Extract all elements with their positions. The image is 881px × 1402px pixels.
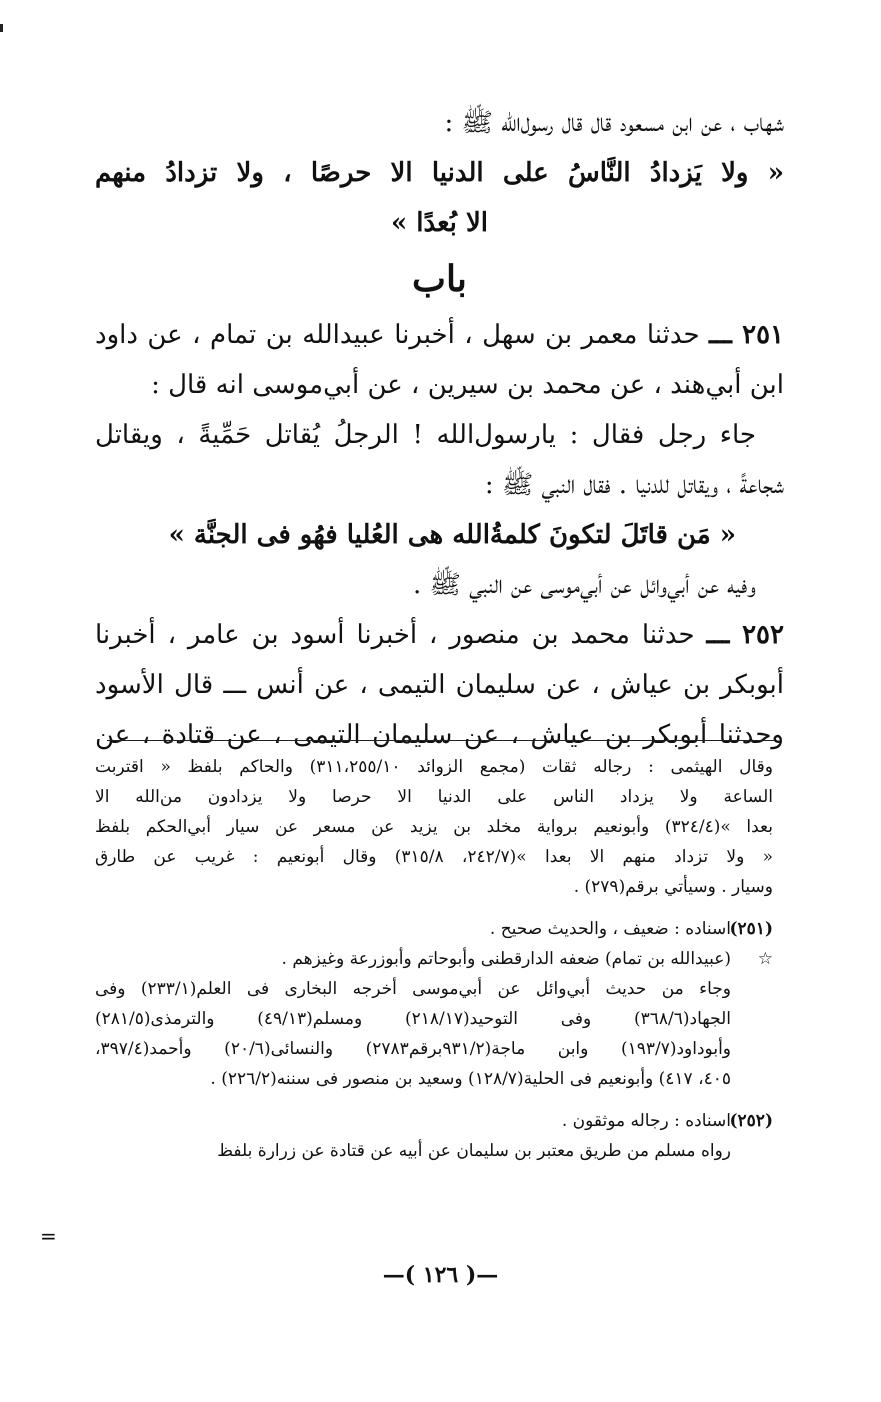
star-icon: ☆: [757, 949, 773, 969]
hadith-quote-line: « ولا يَزدادُ النَّاسُ على الدنيا الا حرصًا ، ولا تزدادُ منهم: [95, 158, 785, 188]
section-heading: باب: [412, 258, 467, 300]
hadith-quote-line: « مَن قاتَلَ لتكونَ كلمةُ‌الله هى العُليا فهُو فى الجنَّة »: [168, 520, 736, 550]
footnote-text: اسناده : ضعيف ، والحديث صحيح .: [489, 919, 731, 939]
margin-mark: [0, 24, 3, 32]
footnote-line: وأبوداود(١٩٣/٧) وابن ماجة(٩٣١/٢برقم٢٧٨٣) والنسائى(٢٠/٦) وأحمد(٣٩٧/٤،: [95, 1039, 731, 1059]
footnote-line: رواه مسلم من طريق معتبر بن سليمان عن أبيه عن قتادة عن زرارة بلفظ: [217, 1141, 731, 1161]
hadith-252-line: [95, 610, 784, 660]
text-line: ابن أبي‌هند ، عن محمد بن سيرين ، عن أبي‌موسى انه قال :: [151, 370, 784, 400]
hadith-251-line: [95, 310, 784, 360]
hadith-text: حدثنا محمد بن منصور ، أخبرنا أسود بن عامر ، أخبرنا: [95, 620, 695, 650]
footnote-line: وسيار . وسيأتي برقم(٢٧٩) .: [573, 877, 773, 897]
footnote-251: [95, 914, 773, 944]
footnote-text: (عبيدالله بن تمام) ضعفه الدارقطنى وأبوحاتم وأبوزرعة وغيزهم .: [281, 949, 731, 969]
text-line: جاء رجل فقال : يارسول‌الله ! الرجلُ يُقاتل حَمِّيةً ، ويقاتل: [95, 420, 756, 450]
continuation-mark: =: [40, 1224, 57, 1248]
footnote-line: وقال الهيثمى : رجاله ثقات (مجمع الزوائد ٣١١،٢٥٥/١٠) والحاكم بلفظ « اقتربت: [95, 757, 773, 777]
footnote-star-line: [95, 944, 773, 974]
hadith-text: حدثنا معمر بن سهل ، أخبرنا عبيدالله بن تمام ، عن داود: [95, 320, 700, 350]
footnote-line: وجاء من حديث أبي‌وائل عن أبي‌موسى أخرجه البخارى فى العلم(٢٣٣/١) وفى: [95, 979, 731, 999]
footnotes: [95, 752, 773, 1166]
footnote-number: (٢٥٢): [729, 1111, 773, 1131]
footnote-line: الساعة ولا يزداد الناس على الدنيا الا حرصا ولا يزدادون من‌الله الا: [95, 787, 773, 807]
text-line: وحدثنا أبوبكر بن عياش ، عن سليمان التيمى ، عن قتادة ، عن: [95, 720, 784, 750]
footnote-line: الجهاد(٣٦٨/٦) وفى التوحيد(٢١٨/١٧) ومسلم(٤٩/١٣) والترمذى(٢٨١/٥): [95, 1009, 731, 1029]
text-line: وفيه عن أبي‌وائل عن أبي‌موسى عن النبي ﷺ .: [412, 570, 756, 600]
footnote-252: [95, 1106, 773, 1136]
footnote-line: بعدا »(٣٢٤/٤) وأبونعيم برواية مخلد بن يزيد عن مسعر عن سيار أبي‌الحكم بلفظ: [95, 817, 773, 837]
main-text: [95, 98, 784, 760]
footnote-divider: [107, 740, 774, 741]
text-line: أبوبكر بن عياش ، عن سليمان التيمى ، عن أنس ـــ قال الأسود: [95, 670, 784, 700]
page-number: —( ١٢٦ )—: [382, 1262, 499, 1288]
hadith-number: ٢٥١ ـــ: [709, 320, 785, 350]
text-line: شهاب ، عن ابن مسعود قال قال رسول‌الله ﷺ :: [444, 108, 784, 138]
footnote-line: ٤٠٥، ٤١٧) وأبونعيم فى الحلية(١٢٨/٧) وسعيد بن منصور فى سننه(٢٢٦/٢) .: [210, 1069, 731, 1089]
footnote-line: « ولا تزداد منهم الا بعدا »(٢٤٢/٧، ٣١٥/٨) وقال أبونعيم : غريب عن طارق: [95, 847, 774, 867]
footnote-number: (٢٥١): [729, 919, 773, 939]
footnote-text: اسناده : رجاله موثقون .: [561, 1111, 731, 1131]
hadith-quote-line: الا بُعدًا »: [390, 208, 489, 238]
text-line: شجاعةً ، ويقاتل للدنيا . فقال النبي ﷺ :: [484, 470, 784, 500]
hadith-number: ٢٥٢ ـــ: [706, 620, 784, 650]
